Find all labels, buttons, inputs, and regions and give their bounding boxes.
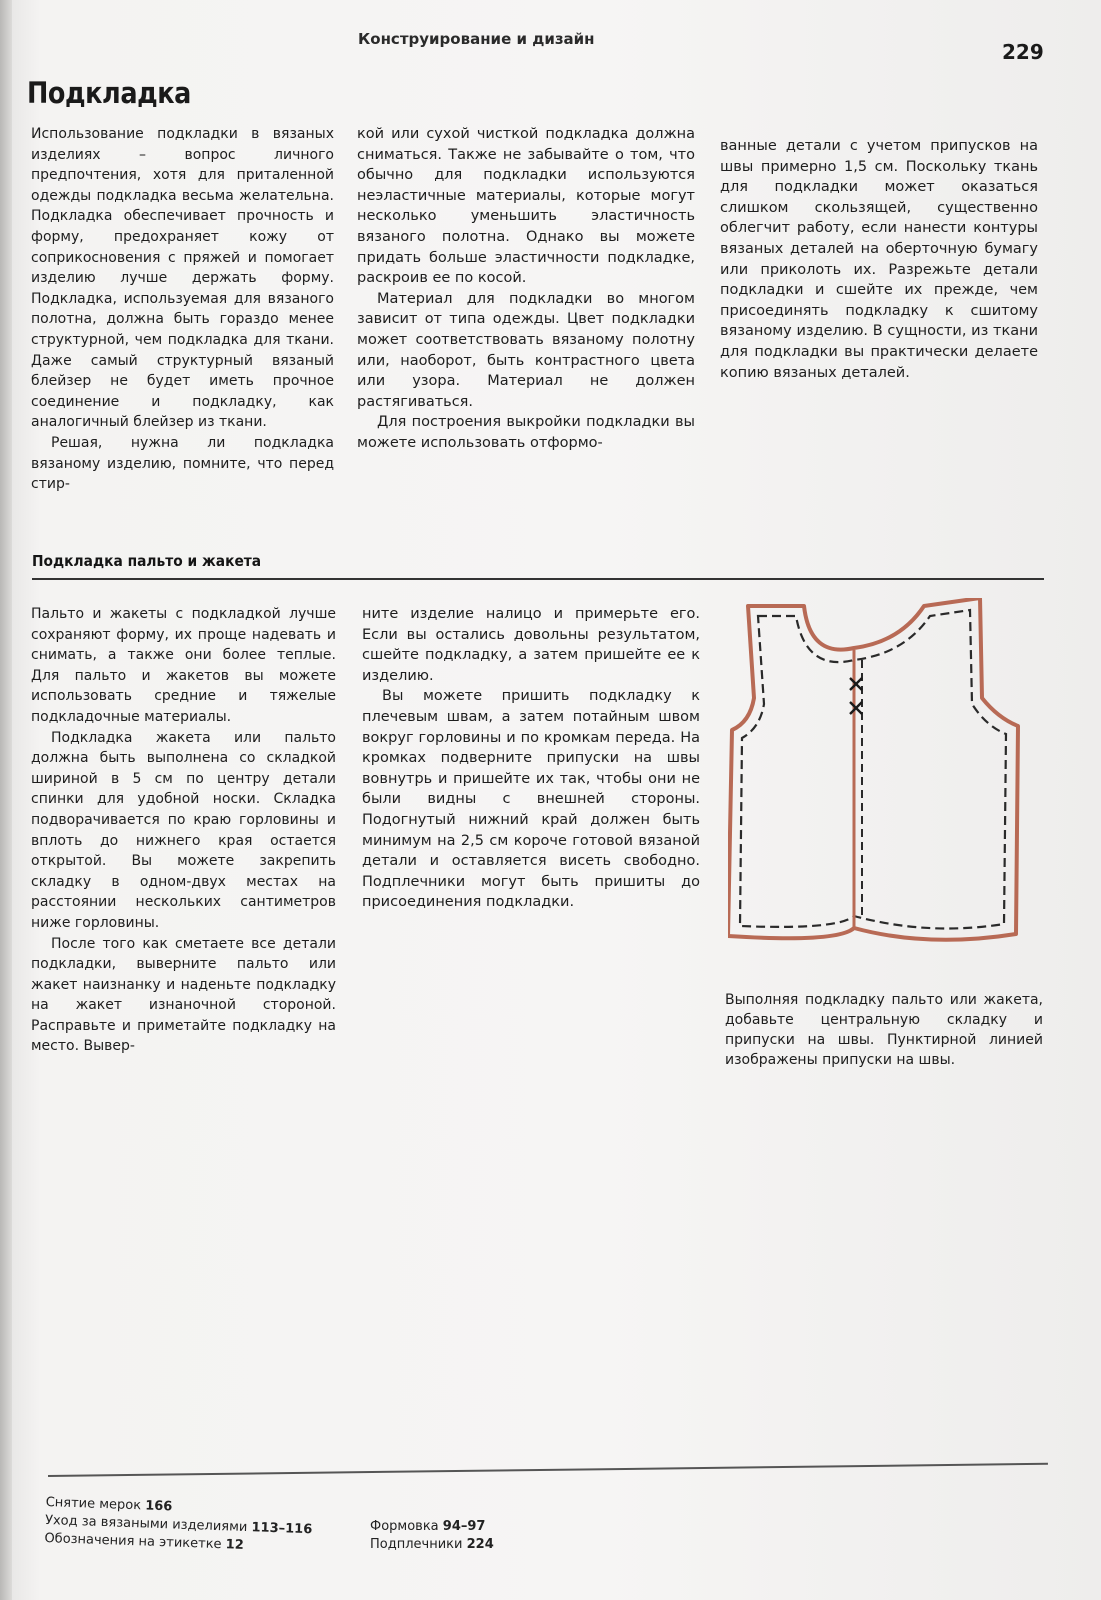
article-column-2: [357, 124, 695, 454]
lining-pattern-figure: [728, 598, 1044, 968]
section-column-1: [31, 604, 336, 1057]
paragraph: ните изделие налицо и примерьте его. Если вы остались довольны результатом, сшейте подкладку, а затем пришейте ее к изделию.: [362, 606, 700, 684]
paragraph: Пальто и жакеты с подкладкой лучше сохраняют форму, их проще надевать и снимать, а также они более теплые. Для пальто и жакетов вы можете использовать средние и тяжелые подкладочные материалы.: [31, 606, 336, 725]
cross-reference: Уход за вязаными изделиями 113–116: [44, 1512, 313, 1538]
section-column-2: [362, 604, 700, 913]
seam-allowance-dashed: [740, 610, 1006, 929]
section-title: Подкладка пальто и жакета: [32, 552, 262, 570]
paragraph: Использование подкладки в вязаных изделиях – вопрос личного предпочтения, хотя для приталенной одежды подкладка весьма желательна. Подкладка обеспечивает прочность и форму, предохраняет кожу от соприкосновения с пряжей и помогает изделию лучше держать форму. Подкладка, используемая для вязаного полотна, должна быть гораздо менее структурной, чем подкладка для ткани. Даже самый структурный вязаный блейзер не будет иметь прочное соединение и подкладку, как аналогичный блейзер из ткани.: [31, 126, 334, 431]
pattern-outline: [728, 598, 1018, 940]
cross-reference: Обозначения на этикетке 12: [44, 1530, 245, 1553]
article-title: Подкладка: [27, 76, 191, 110]
article-column-1: [31, 124, 334, 495]
paragraph: После того как сметаете все детали подкладки, выверните пальто или жакет наизнанку и наденьте подкладку на жакет изнаночной стороной. Расправьте и приметайте подкладку на место. Вывер-: [31, 935, 336, 1055]
paragraph: Решая, нужна ли подкладка вязаному изделию, помните, что перед стир-: [31, 434, 334, 493]
paragraph: кой или сухой чисткой подкладка должна сниматься. Также не забывайте о том, что обычно для подкладки используются неэластичные материалы, которые могут несколько уменьшить эластичность вязаного полотна. Однако вы можете придать больше эластичности подкладке, раскроив ее по косой.: [357, 126, 695, 287]
article-column-3: [720, 136, 1038, 383]
section-divider: [32, 578, 1044, 580]
paragraph: Для построения выкройки подкладки вы можете использовать отформо-: [357, 414, 695, 451]
paragraph: Подкладка жакета или пальто должна быть выполнена со складкой шириной в 5 см по центру детали спинки для удобной носки. Складка подворачивается по краю горловины и вплоть до нижнего края остается открытой. Вы можете закрепить складку в одном-двух местах на расстоянии нескольких сантиметров ниже горловины.: [31, 729, 336, 931]
running-header: Конструирование и дизайн: [358, 30, 595, 48]
cross-reference: Подплечники 224: [370, 1537, 494, 1552]
paragraph: Вы можете пришить подкладку к плечевым швам, а затем потайным швом вокруг горловины и по кромкам переда. На кромках подверните припуски на швы вовнутрь и пришейте их так, чтобы они не были видны с внешней стороны. Подогнутый нижний край должен быть минимум на 2,5 см короче готовой вязаной детали и оставляется висеть свободно. Подплечники могут быть пришиты до присоединения подкладки.: [362, 688, 700, 911]
cross-reference: Формовка 94–97: [370, 1519, 486, 1534]
figure-caption: Выполняя подкладку пальто или жакета, добавьте центральную складку и припуски на швы. Пунктирной линией изображены припуски на швы.: [725, 992, 1043, 1068]
page-number: 229: [1002, 40, 1044, 64]
tack-cross-marks: [850, 678, 862, 714]
book-spine: [0, 0, 12, 1600]
cross-reference-list-left: [44, 1494, 313, 1557]
paragraph: Материал для подкладки во многом зависит от типа одежды. Цвет подкладки может соответствовать вязаному полотну или, наоборот, быть контрастного цвета или узора. Материал не должен растягиваться.: [357, 290, 695, 410]
paragraph: ванные детали с учетом припусков на швы примерно 1,5 см. Поскольку ткань для подкладки может оказаться слишком скользящей, существенно облегчит работу, если нанести контуры вязаных деталей на оберточную бумагу или приколоть их. Разрежьте детали подкладки и сшейте их прежде, чем присоединять подкладку к сшитому вязаному изделию. В сущности, из ткани для подкладки вы практически делаете копию вязаных деталей.: [720, 138, 1038, 381]
cross-reference: Снятие мерок 166: [45, 1494, 173, 1515]
cross-reference-list-mid: [370, 1518, 494, 1554]
footer-divider: [48, 1463, 1048, 1477]
